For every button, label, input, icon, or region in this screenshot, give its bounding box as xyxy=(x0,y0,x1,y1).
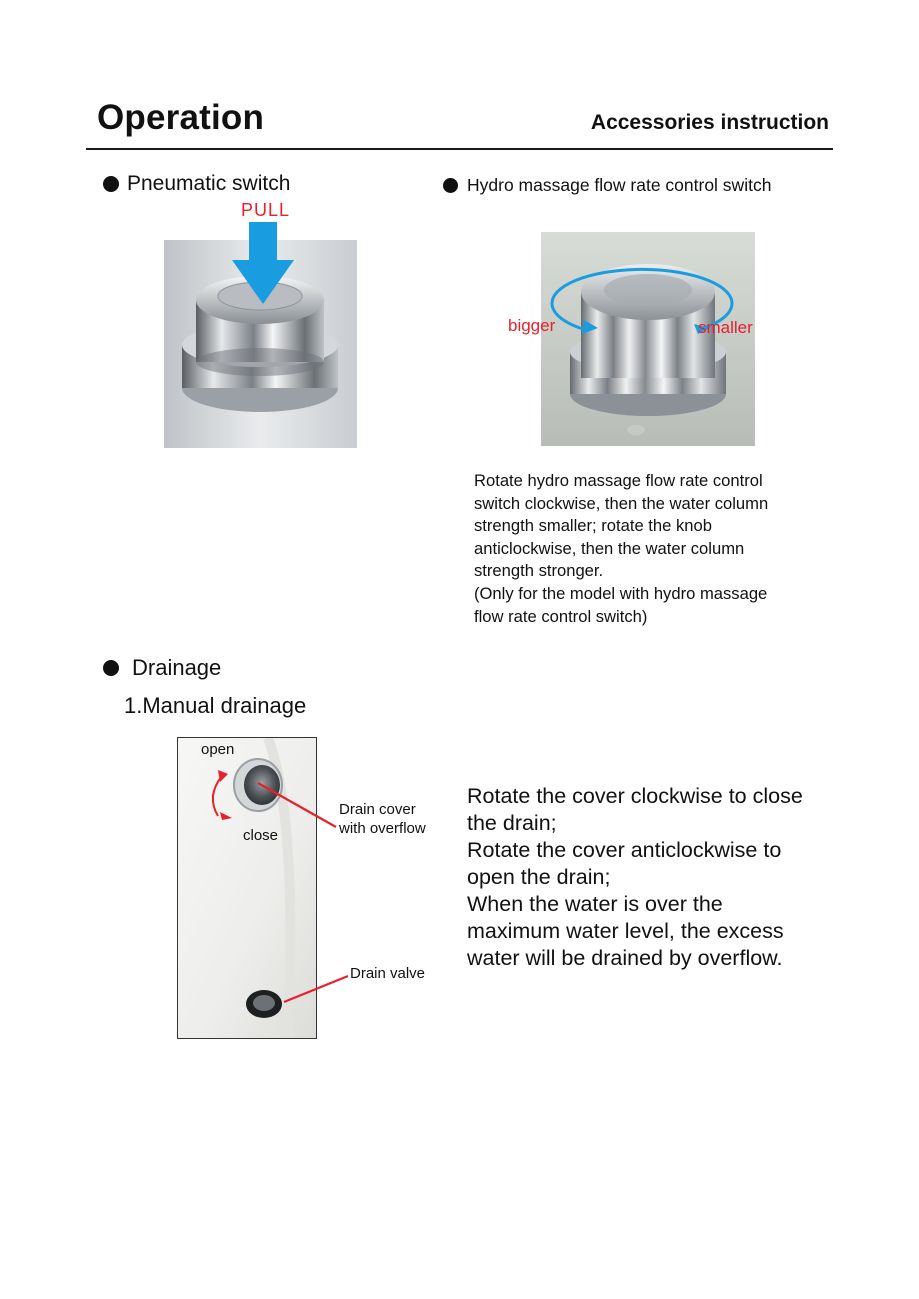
bullet-icon xyxy=(443,178,458,193)
description-line: Rotate hydro massage flow rate control xyxy=(474,471,763,490)
description-line: anticlockwise, then the water column xyxy=(474,538,745,558)
description-line: When the water is over the xyxy=(467,892,723,916)
description-line: open the drain; xyxy=(467,865,611,889)
section-heading: Pneumatic switch xyxy=(127,172,291,195)
bullet-icon xyxy=(103,176,119,192)
pull-label: PULL xyxy=(241,200,291,220)
page-subtitle: Accessories instruction xyxy=(590,111,829,134)
manual-drainage-heading: 1.Manual drainage xyxy=(124,693,307,718)
section-heading: Hydro massage flow rate control switch xyxy=(467,175,772,195)
hydro-description xyxy=(474,470,844,628)
description-line: Rotate the cover clockwise to close xyxy=(467,784,803,808)
open-label: open xyxy=(201,741,235,758)
section-heading: Drainage xyxy=(132,655,222,680)
header-divider xyxy=(86,148,833,150)
smaller-label: smaller xyxy=(698,318,753,337)
description-line: maximum water level, the excess xyxy=(467,919,784,943)
page-title: Operation xyxy=(97,98,265,137)
drain-cover-pointer-icon xyxy=(250,775,340,835)
close-label: close xyxy=(243,827,279,844)
pull-arrow-icon xyxy=(232,222,294,304)
drain-cover-label-line: Drain cover xyxy=(339,801,416,818)
bullet-icon xyxy=(103,660,119,676)
drain-valve-pointer-icon xyxy=(280,972,352,1008)
bigger-label: bigger xyxy=(508,316,556,335)
drain-cover-label-line: with overflow xyxy=(339,820,426,837)
drain-cover-label xyxy=(339,800,426,838)
section-hydro-massage xyxy=(443,175,771,196)
description-line: strength smaller; rotate the knob xyxy=(474,516,712,536)
description-line: the drain; xyxy=(467,811,557,835)
section-drainage xyxy=(103,655,221,681)
drain-valve-label: Drain valve xyxy=(350,965,426,982)
section-pneumatic-switch xyxy=(103,172,290,196)
description-line: flow rate control switch) xyxy=(474,606,648,626)
drainage-description xyxy=(467,783,867,972)
description-line: (Only for the model with hydro massage xyxy=(474,583,768,603)
description-line: strength stronger. xyxy=(474,561,604,581)
description-line: Rotate the cover anticlockwise to xyxy=(467,838,782,862)
description-line: switch clockwise, then the water column xyxy=(474,493,769,513)
description-line: water will be drained by overflow. xyxy=(467,946,783,970)
